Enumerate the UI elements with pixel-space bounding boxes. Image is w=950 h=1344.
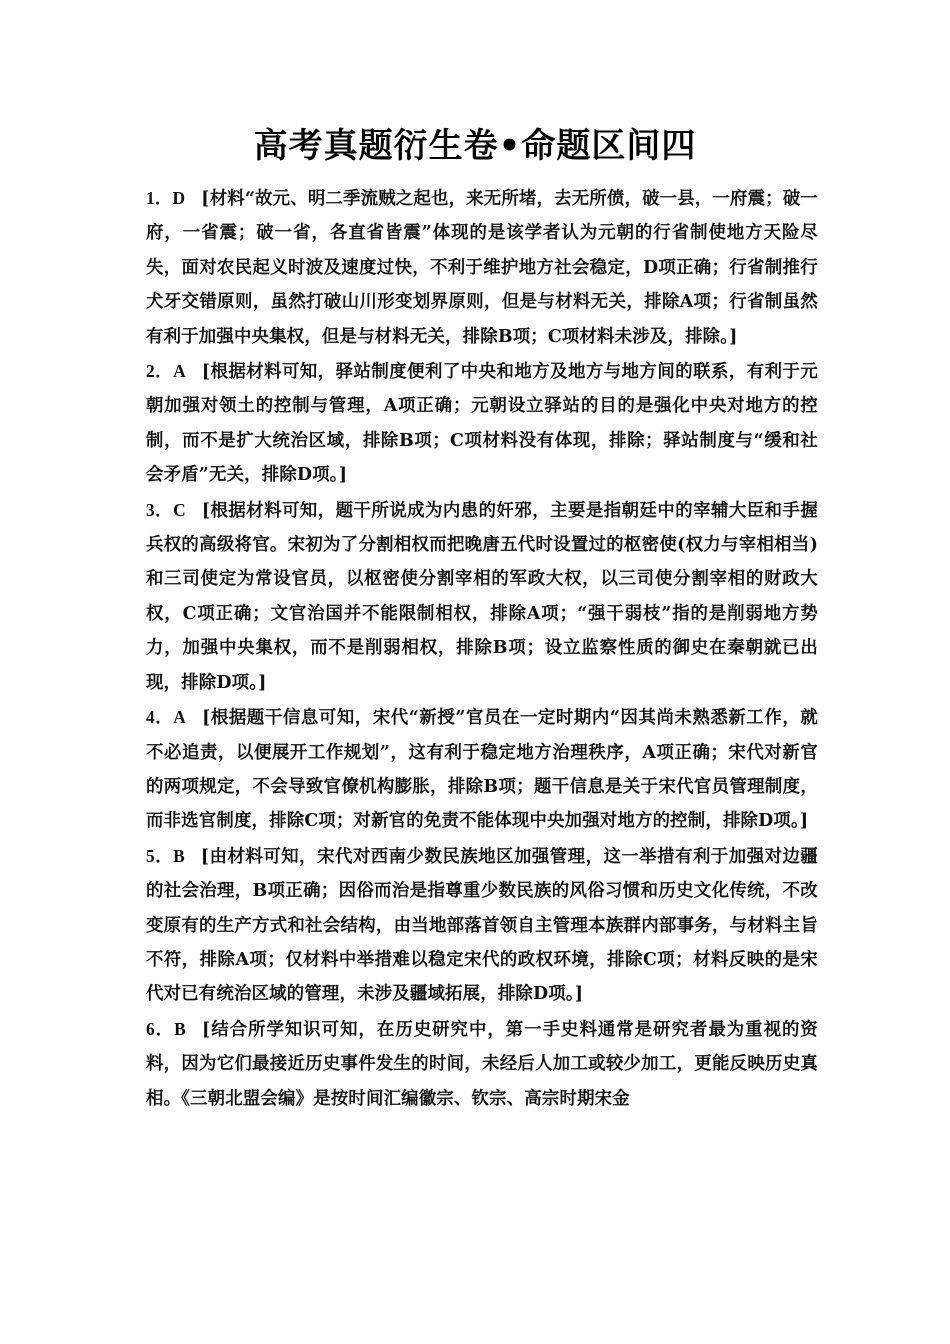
item-number: 5． bbox=[146, 845, 174, 866]
answer-item-1 bbox=[146, 181, 818, 354]
page-title: 高考真题衍生卷•命题区间四 bbox=[253, 126, 697, 166]
answer-item-6 bbox=[146, 1012, 818, 1116]
item-explanation: [根据题干信息可知，宋代“新授”官员在一定时期内“因其尚未熟悉新工作，就不必追责，以便展开工作规划”，这有利于稳定地方治理秩序，A项正确；宋代对新官的两项规定，不会导致官僚机构膨胀，排除B项；题干信息是关于宋代官员管理制度，而非选官制度，排除C项；对新官的免责不能体现中央加强对地方的控制，排除D项。] bbox=[146, 708, 818, 832]
item-answer: A bbox=[173, 361, 186, 382]
item-answer: D bbox=[172, 188, 186, 208]
item-number: 6． bbox=[146, 1018, 175, 1039]
item-number: 1． bbox=[146, 188, 173, 208]
item-explanation: [根据材料可知，驿站制度便利了中央和地方及地方与地方间的联系，有利于元朝加强对领土的控制与管理，A项正确；元朝设立驿站的目的是强化中央对地方的控制，而不是扩大统治区域，排除B项；C项材料没有体现，排除；驿站制度与“缓和社会矛盾”无关，排除D项。] bbox=[146, 362, 818, 486]
answer-item-3 bbox=[146, 493, 818, 700]
item-number: 2． bbox=[146, 361, 174, 382]
item-number: 4． bbox=[146, 707, 174, 728]
answer-item-5 bbox=[146, 839, 818, 1012]
item-number: 3． bbox=[146, 499, 174, 520]
item-explanation: [材料“故元、明二季流贼之起也，来无所堵，去无所偾，破一县，一府震；破一府，一省震；破一省，各直省皆震”体现的是该学者认为元朝的行省制使地方天险尽失，面对农民起义时波及速度过快，不利于维护地方社会稳定，D项正确；行省制推行犬牙交错原则，虽然打破山川形变划界原则，但是与材料无关，排除A项；行省制虽然有利于加强中央集权，但是与材料无关，排除B项；C项材料未涉及，排除。] bbox=[146, 189, 818, 347]
item-explanation: [由材料可知，宋代对西南少数民族地区加强管理，这一举措有利于加强对边疆的社会治理，B项正确；因俗而治是指尊重少数民族的风俗习惯和历史文化传统，不改变原有的生产方式和社会结构，由当地部落首领自主管理本族群内部事务，与材料主旨不符，排除A项；仅材料中举措难以稳定宋代的政权环境，排除C项；材料反映的是宋代对已有统治区域的管理，未涉及疆域拓展，排除D项。] bbox=[146, 846, 818, 1005]
item-answer: B bbox=[174, 1018, 186, 1039]
item-answer: B bbox=[173, 845, 185, 866]
item-explanation: [根据材料可知，题干所说成为内患的奸邪，主要是指朝廷中的宰辅大臣和手握兵权的高级将官。宋初为了分割相权而把晚唐五代时设置过的枢密使(权力与宰相相当)和三司使定为常设官员，以枢密使分割宰相的军政大权，以三司使分割宰相的财政大权，C项正确；文官治国并不能限制相权，排除A项；“强干弱枝”指的是削弱地方势力，加强中央集权，而不是削弱相权，排除B项；设立监察性质的御史在秦朝就已出现，排除D项。] bbox=[146, 500, 818, 693]
answer-list bbox=[146, 181, 818, 1116]
item-explanation: [结合所学知识可知，在历史研究中，第一手史料通常是研究者最为重视的资料，因为它们最接近历史事件发生的时间，未经后人加工或较少加工，更能反映历史真相。《三朝北盟会编》是按时间汇编徽宗、钦宗、高宗时期宋金 bbox=[146, 1019, 818, 1109]
item-answer: C bbox=[173, 499, 186, 520]
answer-item-2 bbox=[146, 354, 818, 493]
answer-item-4 bbox=[146, 700, 818, 839]
item-answer: A bbox=[173, 707, 187, 728]
